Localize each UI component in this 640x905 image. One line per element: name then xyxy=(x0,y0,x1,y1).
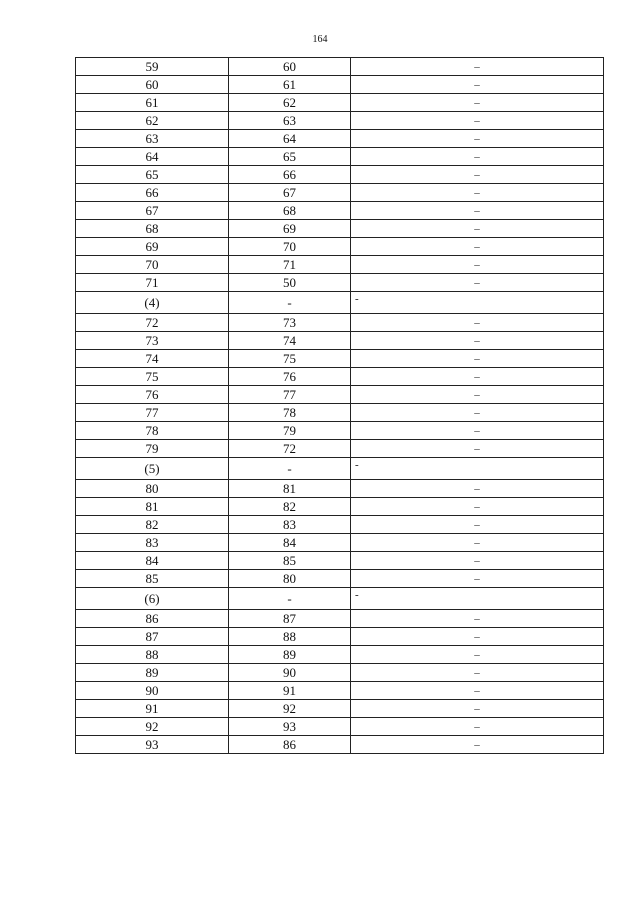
remark-dash: – xyxy=(474,371,480,383)
page-number: 164 xyxy=(312,34,328,45)
remark-cell xyxy=(351,130,604,148)
from-cell: (6) xyxy=(76,588,229,610)
remark-cell xyxy=(351,628,604,646)
table-row xyxy=(76,664,604,682)
table-row xyxy=(76,534,604,552)
remark-dash: – xyxy=(474,721,480,733)
from-cell: 90 xyxy=(76,682,229,700)
to-cell: 88 xyxy=(229,628,351,646)
remark-cell xyxy=(351,422,604,440)
remark-cell xyxy=(351,516,604,534)
from-cell: 69 xyxy=(76,238,229,256)
remark-cell xyxy=(351,332,604,350)
remark-cell xyxy=(351,610,604,628)
from-cell: 60 xyxy=(76,76,229,94)
remark-dash: – xyxy=(474,151,480,163)
remark-dash: - xyxy=(355,589,359,601)
from-cell: 73 xyxy=(76,332,229,350)
remark-dash: – xyxy=(474,425,480,437)
remark-cell xyxy=(351,58,604,76)
remark-dash: – xyxy=(474,187,480,199)
to-cell: 74 xyxy=(229,332,351,350)
from-cell: 84 xyxy=(76,552,229,570)
from-cell: 66 xyxy=(76,184,229,202)
to-cell: 69 xyxy=(229,220,351,238)
table-row xyxy=(76,736,604,754)
from-cell: 83 xyxy=(76,534,229,552)
remark-dash: – xyxy=(474,501,480,513)
remark-dash: - xyxy=(355,293,359,305)
remark-cell xyxy=(351,220,604,238)
from-cell: 71 xyxy=(76,274,229,292)
to-cell: 90 xyxy=(229,664,351,682)
from-cell: (4) xyxy=(76,292,229,314)
remark-cell xyxy=(351,112,604,130)
remark-dash: – xyxy=(474,483,480,495)
to-cell: 91 xyxy=(229,682,351,700)
from-cell: 67 xyxy=(76,202,229,220)
remark-cell xyxy=(351,646,604,664)
from-cell: 91 xyxy=(76,700,229,718)
to-cell: 71 xyxy=(229,256,351,274)
table-row xyxy=(76,404,604,422)
remark-dash: – xyxy=(474,61,480,73)
remark-cell xyxy=(351,256,604,274)
remark-cell xyxy=(351,314,604,332)
remark-cell xyxy=(351,368,604,386)
to-cell: 82 xyxy=(229,498,351,516)
from-cell: 63 xyxy=(76,130,229,148)
remark-cell xyxy=(351,274,604,292)
table-row xyxy=(76,94,604,112)
to-cell: - xyxy=(229,588,351,610)
to-cell: 72 xyxy=(229,440,351,458)
table-row xyxy=(76,220,604,238)
remark-dash: – xyxy=(474,115,480,127)
table-row xyxy=(76,570,604,588)
remark-dash: – xyxy=(474,631,480,643)
remark-cell xyxy=(351,202,604,220)
to-cell: - xyxy=(229,292,351,314)
remark-cell xyxy=(351,682,604,700)
table-row xyxy=(76,148,604,166)
table-row xyxy=(76,386,604,404)
remark-dash: – xyxy=(474,613,480,625)
from-cell: 65 xyxy=(76,166,229,184)
remark-dash: – xyxy=(474,573,480,585)
remark-dash: – xyxy=(474,537,480,549)
to-cell: 50 xyxy=(229,274,351,292)
remark-dash: – xyxy=(474,667,480,679)
from-cell: 86 xyxy=(76,610,229,628)
remark-dash: – xyxy=(474,97,480,109)
remark-dash: – xyxy=(474,223,480,235)
to-cell: 61 xyxy=(229,76,351,94)
remark-cell xyxy=(351,534,604,552)
remark-cell xyxy=(351,588,604,610)
to-cell: 75 xyxy=(229,350,351,368)
from-cell: 81 xyxy=(76,498,229,516)
from-cell: 79 xyxy=(76,440,229,458)
remark-cell xyxy=(351,570,604,588)
remark-cell xyxy=(351,736,604,754)
remark-cell xyxy=(351,184,604,202)
remark-dash: – xyxy=(474,649,480,661)
to-cell: 78 xyxy=(229,404,351,422)
from-cell: 87 xyxy=(76,628,229,646)
remark-dash: – xyxy=(474,259,480,271)
section-row xyxy=(76,292,604,314)
remark-cell xyxy=(351,718,604,736)
remark-cell xyxy=(351,480,604,498)
from-cell: 88 xyxy=(76,646,229,664)
table-row xyxy=(76,368,604,386)
to-cell: 62 xyxy=(229,94,351,112)
from-cell: 61 xyxy=(76,94,229,112)
remark-cell xyxy=(351,292,604,314)
to-cell: 70 xyxy=(229,238,351,256)
remark-dash: – xyxy=(474,205,480,217)
table-row xyxy=(76,238,604,256)
from-cell: 77 xyxy=(76,404,229,422)
to-cell: 87 xyxy=(229,610,351,628)
from-cell: 68 xyxy=(76,220,229,238)
table-row xyxy=(76,112,604,130)
table-row xyxy=(76,682,604,700)
table-row xyxy=(76,718,604,736)
remark-dash: – xyxy=(474,389,480,401)
to-cell: 92 xyxy=(229,700,351,718)
table-row xyxy=(76,76,604,94)
remark-cell xyxy=(351,350,604,368)
table-row xyxy=(76,274,604,292)
remark-dash: – xyxy=(474,133,480,145)
to-cell: 79 xyxy=(229,422,351,440)
from-cell: 64 xyxy=(76,148,229,166)
to-cell: 66 xyxy=(229,166,351,184)
from-cell: 92 xyxy=(76,718,229,736)
from-cell: 75 xyxy=(76,368,229,386)
remark-dash: – xyxy=(474,169,480,181)
remark-cell xyxy=(351,148,604,166)
remark-cell xyxy=(351,404,604,422)
from-cell: 62 xyxy=(76,112,229,130)
remark-cell xyxy=(351,664,604,682)
remark-cell xyxy=(351,552,604,570)
remark-dash: – xyxy=(474,739,480,751)
remark-cell xyxy=(351,238,604,256)
to-cell: 80 xyxy=(229,570,351,588)
to-cell: 64 xyxy=(229,130,351,148)
table-row xyxy=(76,628,604,646)
remark-cell xyxy=(351,94,604,112)
table-row xyxy=(76,480,604,498)
table-row xyxy=(76,130,604,148)
to-cell: 77 xyxy=(229,386,351,404)
remark-dash: – xyxy=(474,407,480,419)
table-row xyxy=(76,498,604,516)
remark-cell xyxy=(351,386,604,404)
remark-cell xyxy=(351,700,604,718)
table-row xyxy=(76,700,604,718)
remark-dash: – xyxy=(474,317,480,329)
to-cell: 81 xyxy=(229,480,351,498)
remark-dash: – xyxy=(474,519,480,531)
table-row xyxy=(76,58,604,76)
section-row xyxy=(76,588,604,610)
from-cell: 93 xyxy=(76,736,229,754)
remark-dash: – xyxy=(474,277,480,289)
to-cell: 73 xyxy=(229,314,351,332)
table-row xyxy=(76,610,604,628)
table-row xyxy=(76,552,604,570)
remark-cell xyxy=(351,76,604,94)
to-cell: 68 xyxy=(229,202,351,220)
table-body xyxy=(76,58,604,754)
to-cell: 86 xyxy=(229,736,351,754)
to-cell: 89 xyxy=(229,646,351,664)
remark-dash: - xyxy=(355,459,359,471)
to-cell: 85 xyxy=(229,552,351,570)
table-row xyxy=(76,332,604,350)
table-row xyxy=(76,184,604,202)
table-row xyxy=(76,166,604,184)
from-cell: 89 xyxy=(76,664,229,682)
from-cell: 80 xyxy=(76,480,229,498)
table-row xyxy=(76,350,604,368)
to-cell: - xyxy=(229,458,351,480)
section-row xyxy=(76,458,604,480)
remark-cell xyxy=(351,440,604,458)
remark-dash: – xyxy=(474,353,480,365)
from-cell: 74 xyxy=(76,350,229,368)
remark-dash: – xyxy=(474,241,480,253)
to-cell: 60 xyxy=(229,58,351,76)
remark-cell xyxy=(351,498,604,516)
remark-cell xyxy=(351,458,604,480)
table-row xyxy=(76,422,604,440)
table-row xyxy=(76,440,604,458)
remark-dash: – xyxy=(474,703,480,715)
data-table xyxy=(75,57,604,754)
table-row xyxy=(76,516,604,534)
remark-dash: – xyxy=(474,685,480,697)
to-cell: 65 xyxy=(229,148,351,166)
to-cell: 67 xyxy=(229,184,351,202)
table-row xyxy=(76,256,604,274)
remark-dash: – xyxy=(474,555,480,567)
table-row xyxy=(76,646,604,664)
from-cell: 72 xyxy=(76,314,229,332)
from-cell: 85 xyxy=(76,570,229,588)
from-cell: 59 xyxy=(76,58,229,76)
remark-dash: – xyxy=(474,443,480,455)
remark-dash: – xyxy=(474,79,480,91)
from-cell: 70 xyxy=(76,256,229,274)
to-cell: 63 xyxy=(229,112,351,130)
from-cell: (5) xyxy=(76,458,229,480)
from-cell: 82 xyxy=(76,516,229,534)
to-cell: 83 xyxy=(229,516,351,534)
to-cell: 76 xyxy=(229,368,351,386)
table-row xyxy=(76,202,604,220)
remark-dash: – xyxy=(474,335,480,347)
remark-cell xyxy=(351,166,604,184)
table-row xyxy=(76,314,604,332)
to-cell: 84 xyxy=(229,534,351,552)
from-cell: 78 xyxy=(76,422,229,440)
to-cell: 93 xyxy=(229,718,351,736)
from-cell: 76 xyxy=(76,386,229,404)
